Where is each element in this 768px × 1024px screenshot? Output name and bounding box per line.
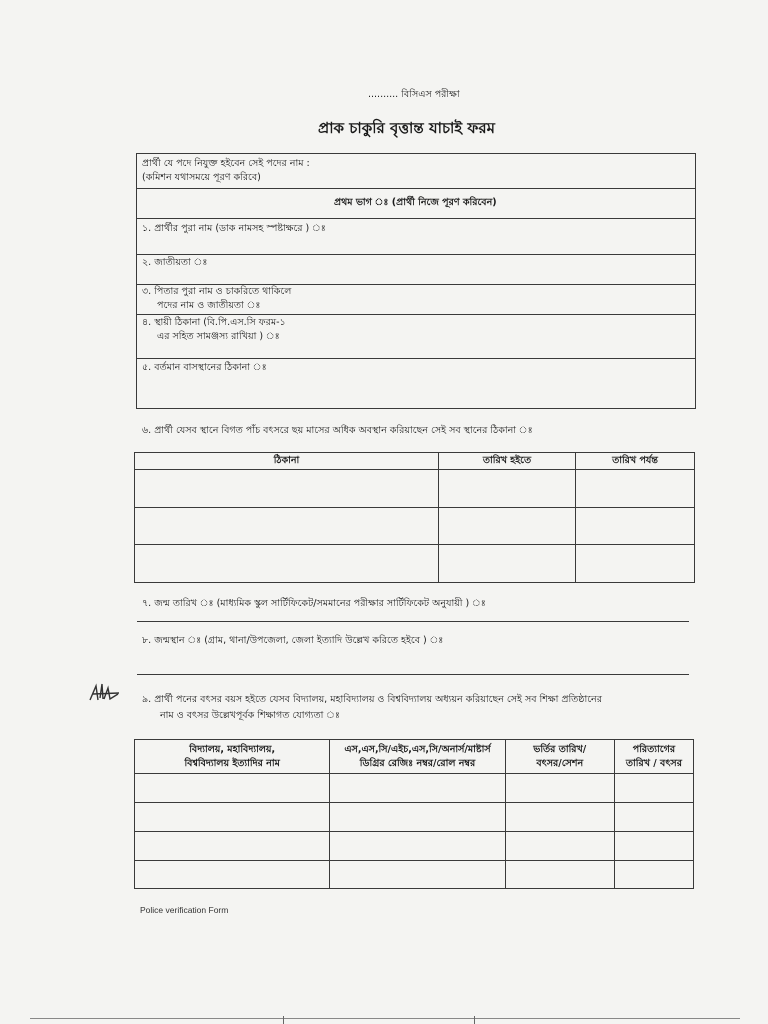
birthplace-line [137,674,689,675]
field-father-line2: পদের নাম ও জাতীয়তা ঃ [157,300,261,311]
footer-form-name: Police verification Form [140,905,229,915]
table-row [135,545,695,583]
field-present-address: ৫. বর্তমান বাসস্থানের ঠিকানা ঃ [142,362,267,373]
scan-edge-line [30,1018,740,1019]
section8-label: ৮. জন্মস্থান ঃ (গ্রাম, থানা/উপজেলা, জেলা ইত্যাদি উল্লেখ করিতে হইবে ) ঃ [142,635,444,646]
table-row [135,832,694,861]
table-row [135,774,694,803]
exam-line: .......... বিসিএস পরীক্ষা [368,89,460,100]
field-father-line1: ৩. পিতার পুরা নাম ও চাকরিতে থাকিলে [142,286,292,297]
table-row [135,470,695,508]
col-date-from: তারিখ হইতে [439,453,576,470]
col-date-to: তারিখ পর্যন্ত [576,453,695,470]
field-full-name: ১. প্রার্থীর পুরা নাম (ডাক নামসহ স্পষ্টাক্ষরে ) ঃ [142,223,326,234]
handwritten-initial-icon [88,682,122,704]
scan-edge-mark [283,1016,284,1024]
part-one-heading: প্রথম ভাগ ঃ (প্রার্থী নিজে পূরণ করিবেন) [334,197,497,208]
table-row [135,803,694,832]
section9-line2: নাম ও বৎসর উল্লেখপূর্বক শিক্ষাগত যোগ্যতা ঃ [160,710,340,721]
form-title: প্রাক চাকুরি বৃত্তান্ত যাচাই ফরম [318,119,495,137]
field-nationality: ২. জাতীয়তা ঃ [142,257,208,268]
col-institution: বিদ্যালয়, মহাবিদ্যালয়, বিশ্ববিদ্যালয় ইত্যাদির নাম [135,740,330,774]
table-header-row [135,740,694,774]
residence-table [134,452,695,583]
col-admission: ভর্তির তারিখ/ বৎসর/সেশন [505,740,614,774]
table-row [135,861,694,889]
field-permanent-address-line1: ৪. স্থায়ী ঠিকানা (বি.পি.এস.সি ফরম-১ [142,317,286,328]
post-name-note: (কমিশন যথাসময়ে পূরণ করিবে) [142,172,261,183]
dob-line [137,621,689,622]
scan-edge-mark [474,1016,475,1024]
table-header-row [135,453,695,470]
table-row [135,508,695,545]
section6-label: ৬. প্রার্থী যেসব স্থানে বিগত পাঁচ বৎসরে ছয় মাসের অধিক অবস্থান করিয়াছেন সেই সব স্থানের ঠিকানা ঃ [142,425,533,436]
education-table [134,739,694,889]
col-leaving: পরিত্যাগের তারিখ / বৎসর [614,740,693,774]
post-name-label: প্রার্থী যে পদে নিযুক্ত হইবেন সেই পদের নাম : [142,158,310,169]
col-address: ঠিকানা [135,453,439,470]
section9-line1: ৯. প্রার্থী পনের বৎসর বয়স হইতে যেসব বিদ্যালয়, মহাবিদ্যালয় ও বিশ্ববিদ্যালয় অধ্যয়ন করিয়াছেন সেই সব শিক্ষা প্রতিষ্ঠানের [142,694,602,705]
section7-label: ৭. জন্ম তারিখ ঃ (মাধ্যমিক স্কুল সার্টিফিকেট/সমমানের পরীক্ষার সার্টিফিকেট অনুযায়ী ) ঃ [142,598,486,609]
col-reg-roll: এস,এস,সি/এইচ,এস,সি/অনার্স/মাষ্টার্স ডিগ্রির রেজিঃ নম্বর/রোল নম্বর [330,740,505,774]
field-permanent-address-line2: এর সহিত সামঞ্জস্য রাখিয়া ) ঃ [157,331,280,342]
